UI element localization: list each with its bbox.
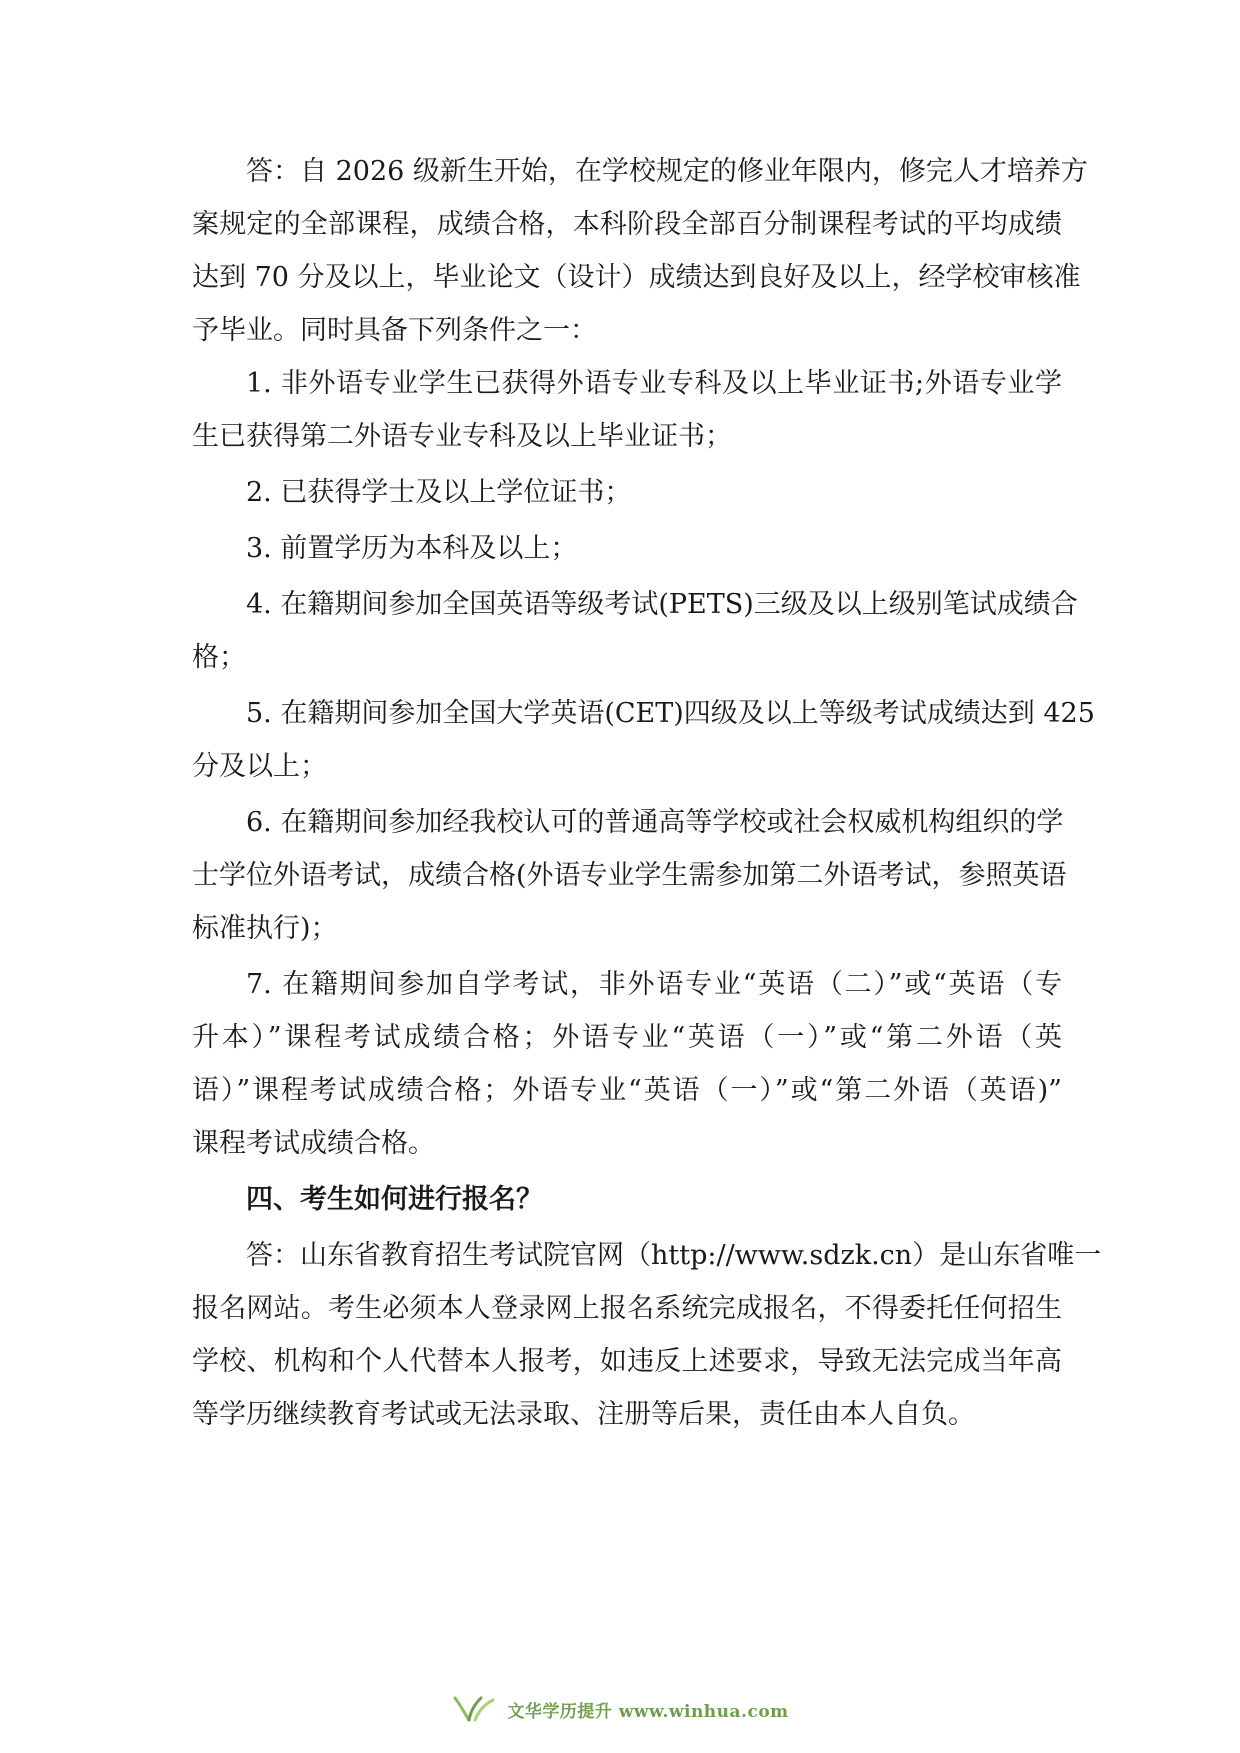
condition-4-line-2: 格； xyxy=(192,642,246,673)
answer-graduation-line-4: 予毕业。同时具备下列条件之一： xyxy=(192,315,597,346)
condition-3-line-1: 3. 前置学历为本科及以上； xyxy=(246,533,578,564)
condition-4-line-1: 4. 在籍期间参加全国英语等级考试(PETS)三级及以上级别笔试成绩合 xyxy=(246,589,1078,620)
condition-6-line-2: 士学位外语考试，成绩合格(外语专业学生需参加第二外语考试，参照英语 xyxy=(192,860,1067,891)
answer-graduation-line-3: 达到 70 分及以上，毕业论文（设计）成绩达到良好及以上，经学校审核准 xyxy=(192,262,1081,293)
footer-watermark xyxy=(0,1696,1240,1722)
section-heading: 四、考生如何进行报名？ xyxy=(246,1184,543,1215)
answer-graduation-line-1: 答：自 2026 级新生开始，在学校规定的修业年限内，修完人才培养方 xyxy=(246,156,1088,187)
answer-graduation-line-2: 案规定的全部课程，成绩合格，本科阶段全部百分制课程考试的平均成绩 xyxy=(192,209,1062,240)
condition-7-line-3: 语）”课程考试成绩合格；外语专业“英语（一）”或“第二外语（英语)” xyxy=(192,1075,1062,1106)
answer-registration-line-4: 等学历继续教育考试或无法录取、注册等后果，责任由本人自负。 xyxy=(192,1399,975,1430)
answer-registration-line-1: 答：山东省教育招生考试院官网（http://www.sdzk.cn）是山东省唯一 xyxy=(246,1240,1102,1271)
answer-registration-line-2: 报名网站。考生必须本人登录网上报名系统完成报名，不得委托任何招生 xyxy=(192,1293,1062,1324)
answer-registration-line-3: 学校、机构和个人代替本人报考，如违反上述要求，导致无法完成当年高 xyxy=(192,1346,1062,1377)
condition-1-line-2: 生已获得第二外语专业专科及以上毕业证书； xyxy=(192,421,732,452)
condition-5-line-2: 分及以上； xyxy=(192,751,327,782)
condition-7-line-2: 升本）”课程考试成绩合格；外语专业“英语（一）”或“第二外语（英 xyxy=(192,1022,1062,1053)
condition-5-line-1: 5. 在籍期间参加全国大学英语(CET)四级及以上等级考试成绩达到 425 xyxy=(246,698,1095,729)
condition-6-line-3: 标准执行)； xyxy=(192,913,338,944)
condition-2-line-1: 2. 已获得学士及以上学位证书； xyxy=(246,477,632,508)
condition-7-line-4: 课程考试成绩合格。 xyxy=(192,1128,435,1159)
winhua-leaf-logo-icon xyxy=(451,1696,497,1722)
footer-text[interactable]: 文华学历提升 www.winhua.com xyxy=(507,1701,789,1722)
condition-6-line-1: 6. 在籍期间参加经我校认可的普通高等学校或社会权威机构组织的学 xyxy=(246,807,1064,838)
condition-1-line-1: 1. 非外语专业学生已获得外语专业专科及以上毕业证书;外语专业学 xyxy=(246,368,1062,399)
condition-7-line-1: 7. 在籍期间参加自学考试，非外语专业“英语（二）”或“英语（专 xyxy=(246,969,1062,1000)
